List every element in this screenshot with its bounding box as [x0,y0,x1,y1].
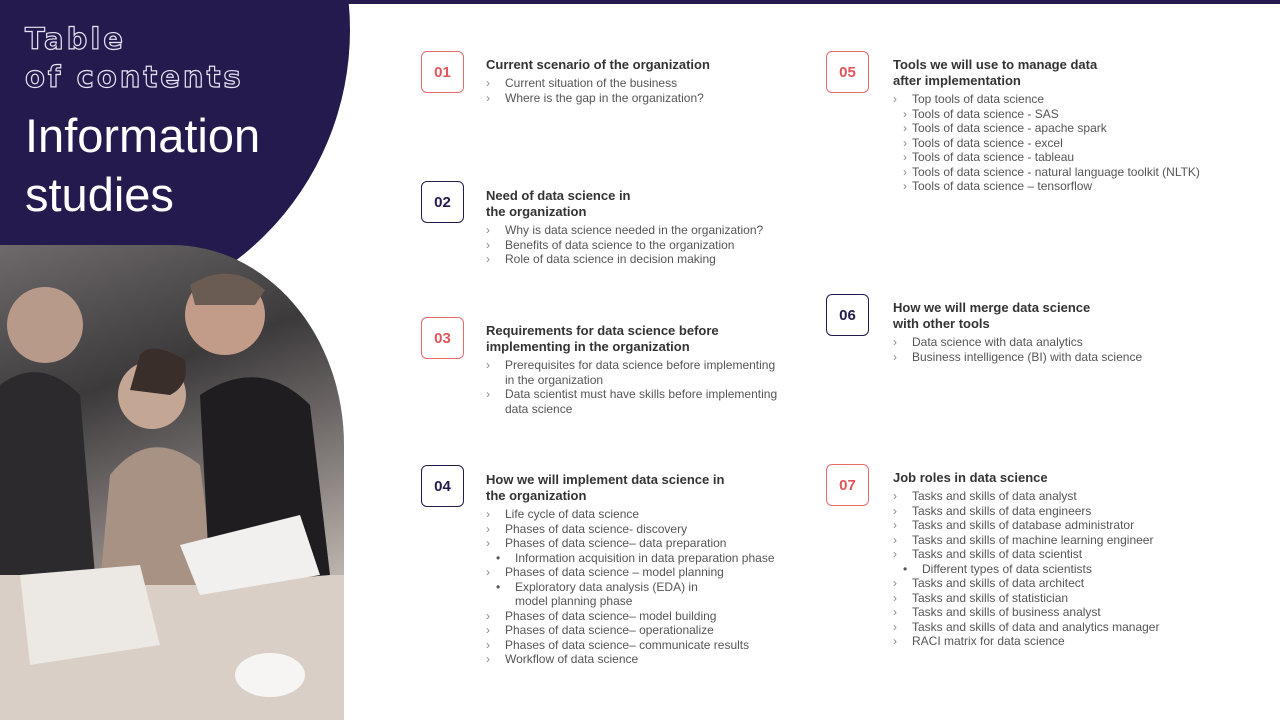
section-items [486,507,786,667]
list-item: › Tasks and skills of machine learning engineer [893,533,1223,548]
list-item: › Why is data science needed in the organization? [486,223,786,238]
team-meeting-illustration [0,245,344,720]
toc-section-05 [893,57,1223,194]
list-subitem: › Tools of data science - natural language toolkit (NLTK) [893,165,1223,180]
list-item: › Phases of data science- discovery [486,522,786,537]
list-item: › Phases of data science– communicate results [486,638,786,653]
list-item: › Prerequisites for data science before implementing in the organization [486,358,786,387]
list-subitem: › Tools of data science - tableau [893,150,1223,165]
list-item: › Tasks and skills of statistician [893,591,1223,606]
toc-section-01 [486,57,786,105]
list-item: › Tasks and skills of data and analytics manager [893,620,1223,635]
list-subitem: › Tools of data science – tensorflow [893,179,1223,194]
toc-label-line-1: Table [25,22,126,56]
list-item: › Phases of data science– operationalize [486,623,786,638]
section-number-01: 01 [421,51,464,93]
toc-section-07 [893,470,1223,649]
section-title: Current scenario of the organization [486,57,710,72]
section-items [893,489,1223,649]
section-items [486,223,786,267]
list-item: › Phases of data science – model planning [486,565,786,580]
list-subitem: • Exploratory data analysis (EDA) in model planning phase [486,580,715,609]
toc-section-03 [486,323,786,416]
list-item: › Phases of data science– data preparation [486,536,786,551]
list-item: › Top tools of data science [893,92,1223,107]
section-number-05: 05 [826,51,869,93]
list-item: › Data scientist must have skills before implementing data science [486,387,786,416]
list-item: › Current situation of the business [486,76,786,91]
section-title: Need of data science in the organization [486,188,631,219]
list-item: › Phases of data science– model building [486,609,786,624]
section-number-03: 03 [421,317,464,359]
section-title: How we will merge data science with other tools [893,300,1091,331]
section-number-02: 02 [421,181,464,223]
section-items [486,358,786,416]
list-item: › Tasks and skills of data scientist [893,547,1223,562]
list-item: › Benefits of data science to the organization [486,238,786,253]
list-item: › Where is the gap in the organization? [486,91,786,106]
section-title: Job roles in data science [893,470,1048,485]
list-subitem: › Tools of data science - excel [893,136,1223,151]
top-accent-bar [285,0,1280,4]
section-items [893,335,1223,364]
list-item: › Tasks and skills of data engineers [893,504,1223,519]
section-title: Requirements for data science before implementing in the organization [486,323,719,354]
list-item: › Data science with data analytics [893,335,1223,350]
list-item: › Business intelligence (BI) with data science [893,350,1223,365]
section-title: How we will implement data science in the organization [486,472,725,503]
list-item: › Tasks and skills of data analyst [893,489,1223,504]
list-item: › Life cycle of data science [486,507,786,522]
list-subitem: › Tools of data science - apache spark [893,121,1223,136]
section-number-06: 06 [826,294,869,336]
page-title-line-2: studies [25,168,174,221]
table-of-contents-label [25,20,244,96]
team-meeting-photo [0,245,344,720]
section-title: Tools we will use to manage data after implementation [893,57,1098,88]
page-title-line-1: Information [25,109,261,162]
list-item: › Tasks and skills of data architect [893,576,1223,591]
list-item: › Tasks and skills of business analyst [893,605,1223,620]
toc-section-04 [486,472,786,667]
toc-label-line-2: of contents [25,60,244,94]
page-title [25,106,325,224]
list-subitem: › Tools of data science - SAS [893,107,1223,122]
toc-section-02 [486,188,786,267]
section-number-07: 07 [826,464,869,506]
list-item: › Workflow of data science [486,652,786,667]
list-item: › RACI matrix for data science [893,634,1223,649]
list-subitem: • Information acquisition in data preparation phase [486,551,786,566]
section-number-04: 04 [421,465,464,507]
list-item: › Role of data science in decision making [486,252,786,267]
list-subitem: • Different types of data scientists [893,562,1223,577]
section-items [486,76,786,105]
toc-section-06 [893,300,1223,364]
list-item: › Tasks and skills of database administrator [893,518,1223,533]
section-items [893,92,1223,194]
